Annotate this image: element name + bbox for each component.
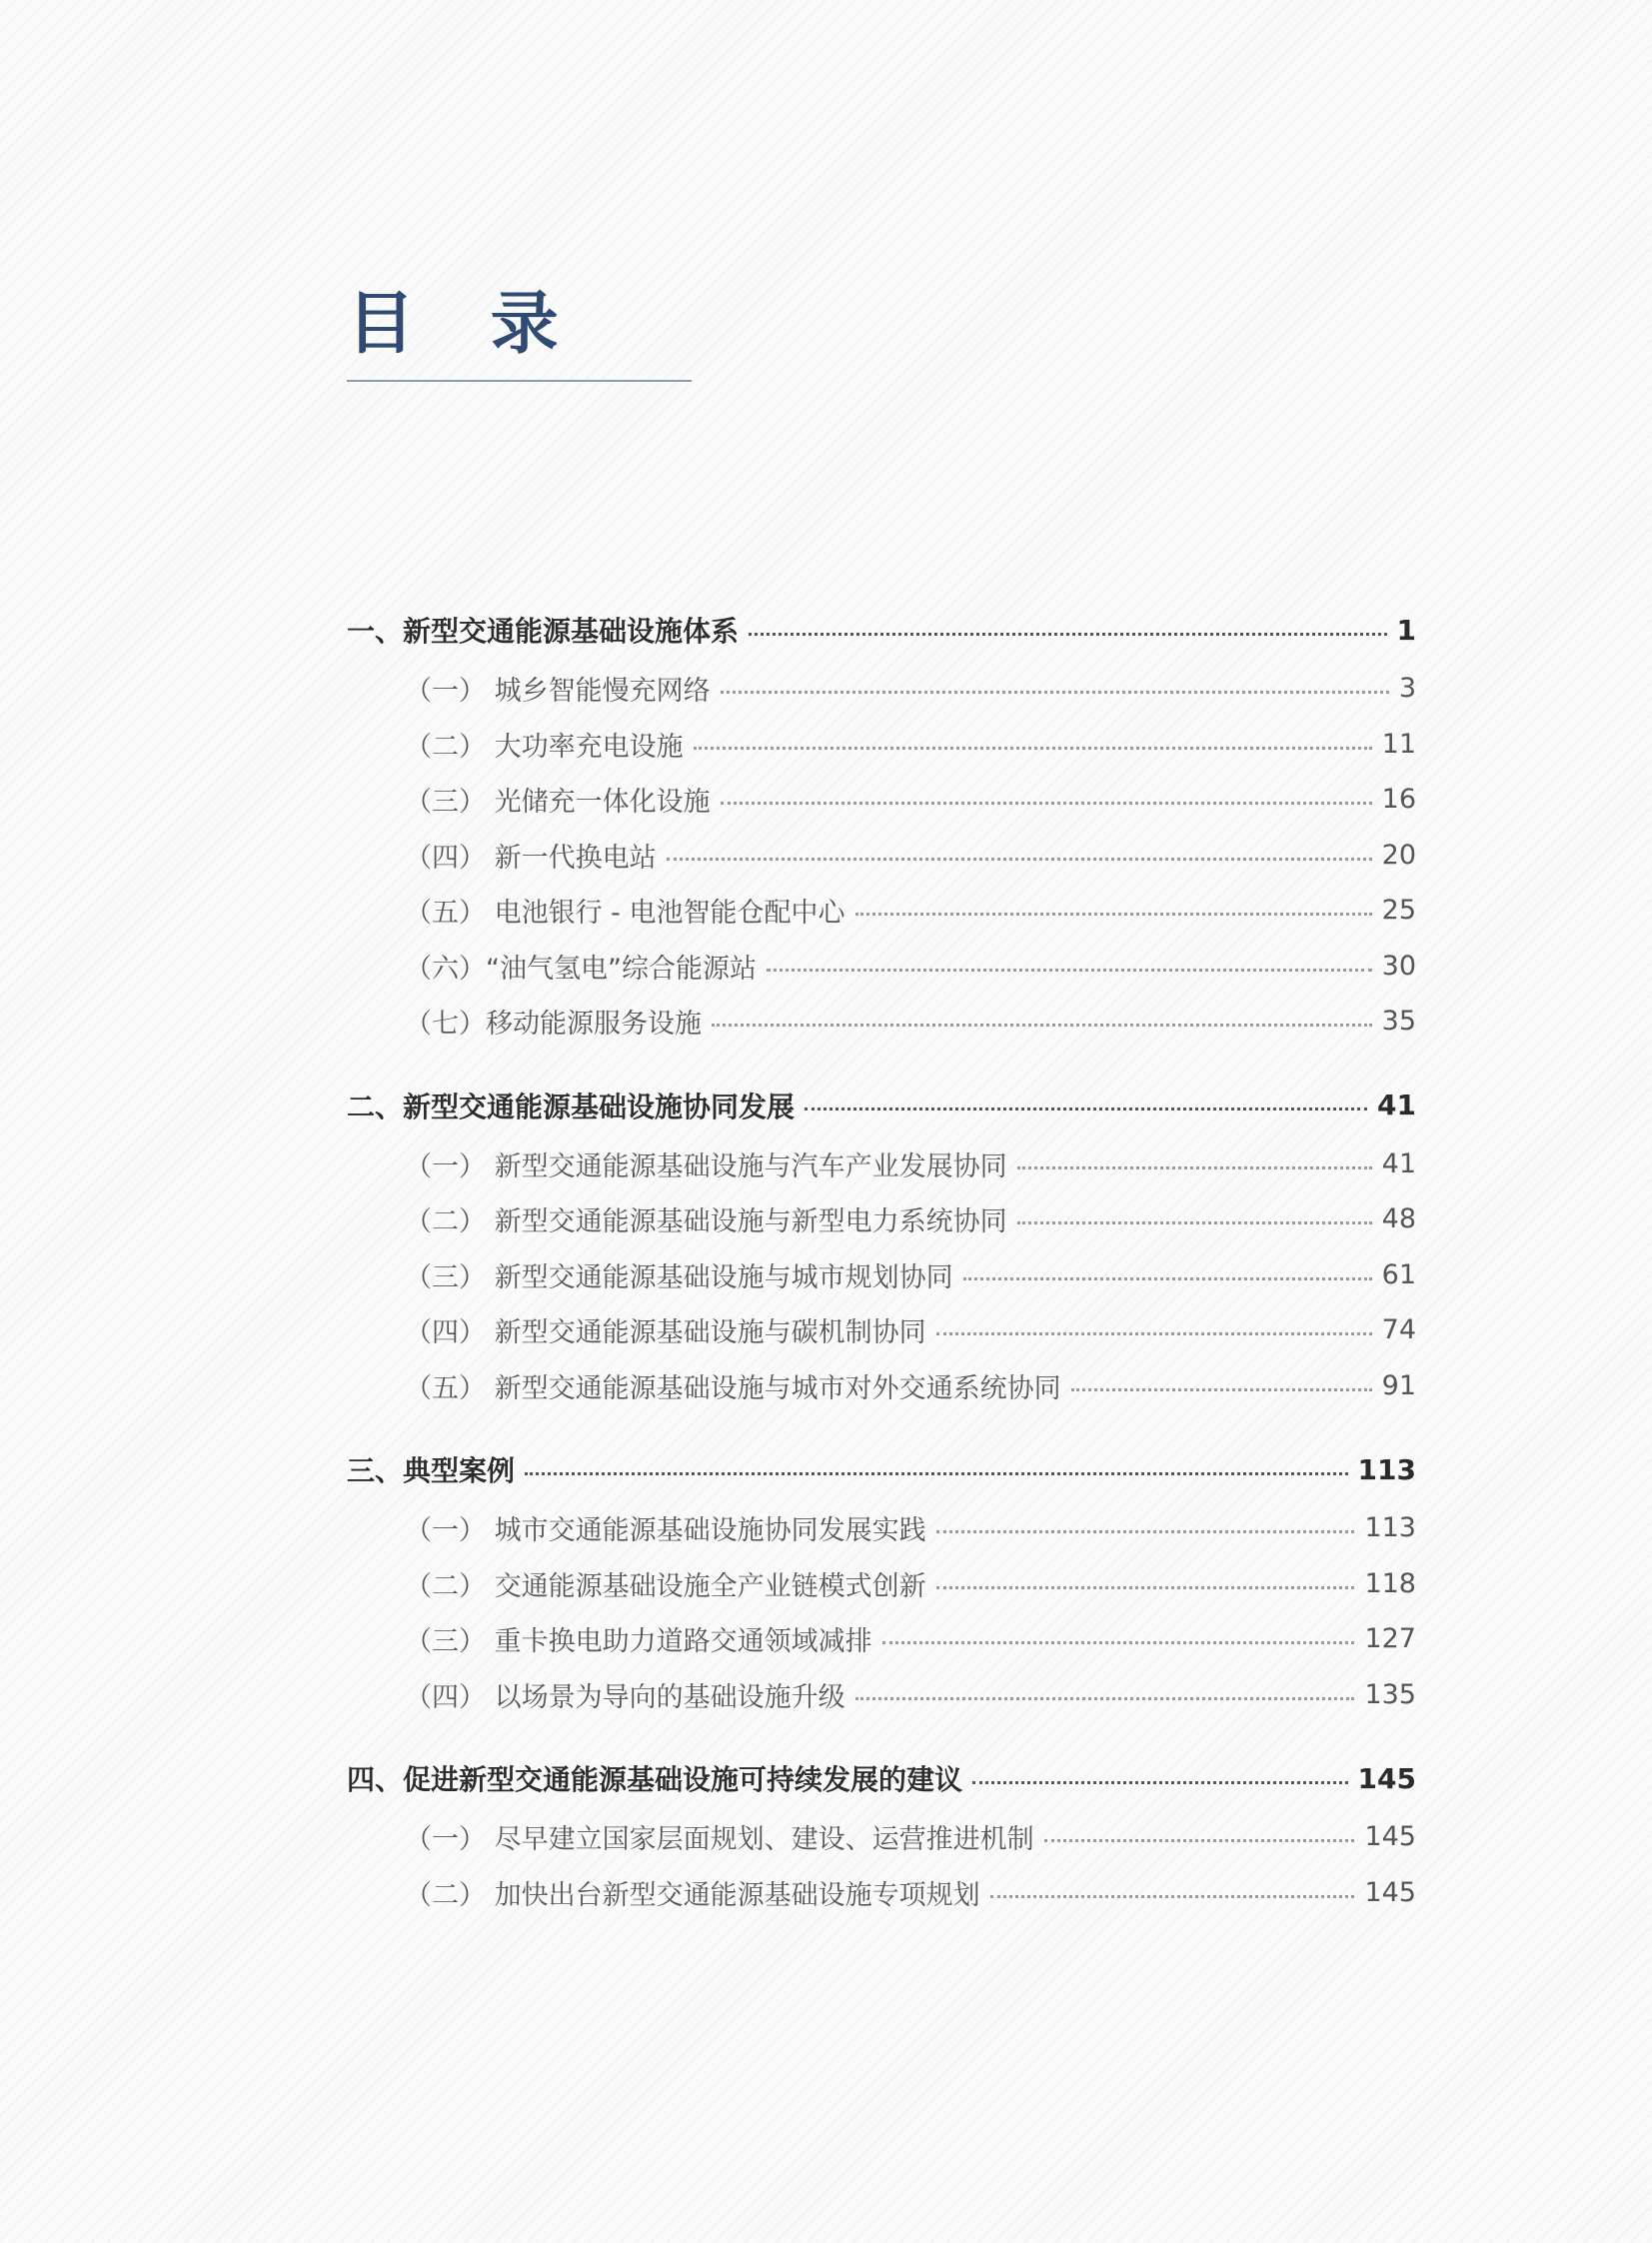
toc-section <box>347 1753 1416 1920</box>
toc-entry[interactable] <box>347 883 1416 939</box>
toc-entry-title: （二） 交通能源基础设施全产业链模式创新 <box>405 1570 926 1602</box>
toc-entry-title: （二） 大功率充电设施 <box>405 731 684 763</box>
toc-entry-title: （二） 新型交通能源基础设施与新型电力系统协同 <box>405 1206 1007 1238</box>
toc-page-number: 35 <box>1381 1006 1416 1038</box>
dot-leader <box>721 802 1372 805</box>
dot-leader <box>694 747 1372 750</box>
toc-page-number: 11 <box>1381 728 1416 760</box>
toc-section <box>347 1444 1416 1722</box>
toc-entry-title: （一） 城市交通能源基础设施协同发展实践 <box>405 1515 926 1547</box>
toc-page-number: 61 <box>1381 1258 1416 1290</box>
toc-page-number: 41 <box>1377 1089 1416 1122</box>
toc-entry[interactable] <box>347 717 1416 773</box>
toc-page-number: 48 <box>1381 1203 1416 1235</box>
dot-leader <box>721 691 1389 694</box>
toc-header <box>347 285 692 385</box>
toc-section-title: 一、新型交通能源基础设施体系 <box>347 615 740 648</box>
toc-entry-title: （三） 新型交通能源基础设施与城市规划协同 <box>405 1261 953 1293</box>
toc-page-number: 74 <box>1381 1314 1416 1346</box>
toc-page-number: 41 <box>1381 1147 1416 1179</box>
dot-leader <box>936 1530 1355 1533</box>
dot-leader <box>855 913 1372 916</box>
dot-leader <box>936 1332 1372 1335</box>
dot-leader <box>667 858 1372 861</box>
dot-leader <box>1044 1839 1355 1842</box>
toc-page-number: 145 <box>1364 1821 1416 1853</box>
dot-leader <box>1071 1388 1372 1391</box>
toc-page-number: 30 <box>1381 950 1416 982</box>
toc-entry[interactable] <box>347 1865 1416 1921</box>
toc-entry-title: （六）“油气氢电”综合能源站 <box>405 953 757 985</box>
toc-entry[interactable] <box>347 1136 1416 1192</box>
toc-entry[interactable] <box>347 1191 1416 1247</box>
dot-leader <box>767 969 1372 972</box>
toc-entry-title: （四） 新型交通能源基础设施与碳机制协同 <box>405 1317 926 1349</box>
toc-page-number: 127 <box>1364 1623 1416 1655</box>
toc-section <box>347 1081 1416 1414</box>
toc-entry[interactable] <box>347 1556 1416 1612</box>
dot-leader <box>963 1277 1372 1280</box>
toc-entry[interactable] <box>347 828 1416 884</box>
toc-page-number: 3 <box>1398 673 1416 705</box>
toc-section-heading[interactable] <box>347 1081 1416 1130</box>
toc-section-title: 四、促进新型交通能源基础设施可持续发展的建议 <box>347 1763 963 1796</box>
toc-entry-title: （一） 尽早建立国家层面规划、建设、运营推进机制 <box>405 1824 1034 1856</box>
toc-section-title: 二、新型交通能源基础设施协同发展 <box>347 1090 796 1123</box>
toc-section <box>347 605 1416 1050</box>
table-of-contents <box>347 605 1416 1951</box>
toc-section-heading[interactable] <box>347 1753 1416 1803</box>
toc-entry[interactable] <box>347 1358 1416 1414</box>
toc-page-number: 118 <box>1364 1567 1416 1599</box>
toc-entry-title: （一） 城乡智能慢充网络 <box>405 676 711 708</box>
toc-entry-title: （四） 新一代换电站 <box>405 842 657 874</box>
toc-entry[interactable] <box>347 1500 1416 1556</box>
toc-section-heading[interactable] <box>347 1444 1416 1494</box>
toc-entry[interactable] <box>347 1247 1416 1303</box>
toc-page-number: 113 <box>1364 1512 1416 1544</box>
toc-page-number: 135 <box>1364 1678 1416 1710</box>
dot-leader <box>805 1108 1367 1111</box>
dot-leader <box>712 1024 1372 1027</box>
toc-entry-title: （二） 加快出台新型交通能源基础设施专项规划 <box>405 1879 980 1911</box>
toc-entry[interactable] <box>347 1667 1416 1723</box>
toc-entry[interactable] <box>347 1809 1416 1865</box>
dot-leader <box>855 1697 1355 1700</box>
toc-entry[interactable] <box>347 994 1416 1050</box>
toc-section-title: 三、典型案例 <box>347 1454 516 1487</box>
toc-entry-title: （四） 以场景为导向的基础设施升级 <box>405 1681 845 1713</box>
dot-leader <box>1017 1221 1372 1224</box>
title-underline <box>347 380 692 382</box>
toc-entry-title: （五） 新型交通能源基础设施与城市对外交通系统协同 <box>405 1372 1061 1404</box>
toc-entry[interactable] <box>347 772 1416 828</box>
toc-page-number: 113 <box>1357 1452 1416 1486</box>
toc-entry-title: （五） 电池银行 - 电池智能仓配中心 <box>405 898 845 930</box>
page-title: 目 录 <box>347 285 585 364</box>
toc-entry[interactable] <box>347 939 1416 995</box>
toc-page-number: 91 <box>1381 1369 1416 1401</box>
toc-entry-title: （三） 光储充一体化设施 <box>405 787 711 819</box>
toc-entry[interactable] <box>347 1611 1416 1667</box>
toc-entry-title: （七）移动能源服务设施 <box>405 1009 702 1041</box>
toc-page-number: 145 <box>1357 1761 1416 1795</box>
dot-leader <box>525 1472 1348 1475</box>
toc-section-heading[interactable] <box>347 605 1416 655</box>
toc-entry-title: （一） 新型交通能源基础设施与汽车产业发展协同 <box>405 1150 1007 1182</box>
dot-leader <box>972 1781 1348 1784</box>
toc-page-number: 145 <box>1364 1876 1416 1908</box>
toc-page-number: 25 <box>1381 895 1416 927</box>
dot-leader <box>749 633 1387 636</box>
dot-leader <box>936 1586 1355 1589</box>
dot-leader <box>1017 1166 1372 1169</box>
toc-page-number: 20 <box>1381 839 1416 871</box>
dot-leader <box>882 1641 1355 1644</box>
toc-entry[interactable] <box>347 661 1416 717</box>
toc-entry-title: （三） 重卡换电助力道路交通领域减排 <box>405 1626 872 1658</box>
toc-page-number: 16 <box>1381 784 1416 816</box>
dot-leader <box>990 1895 1355 1898</box>
toc-page-number: 1 <box>1396 613 1416 647</box>
toc-entry[interactable] <box>347 1302 1416 1358</box>
